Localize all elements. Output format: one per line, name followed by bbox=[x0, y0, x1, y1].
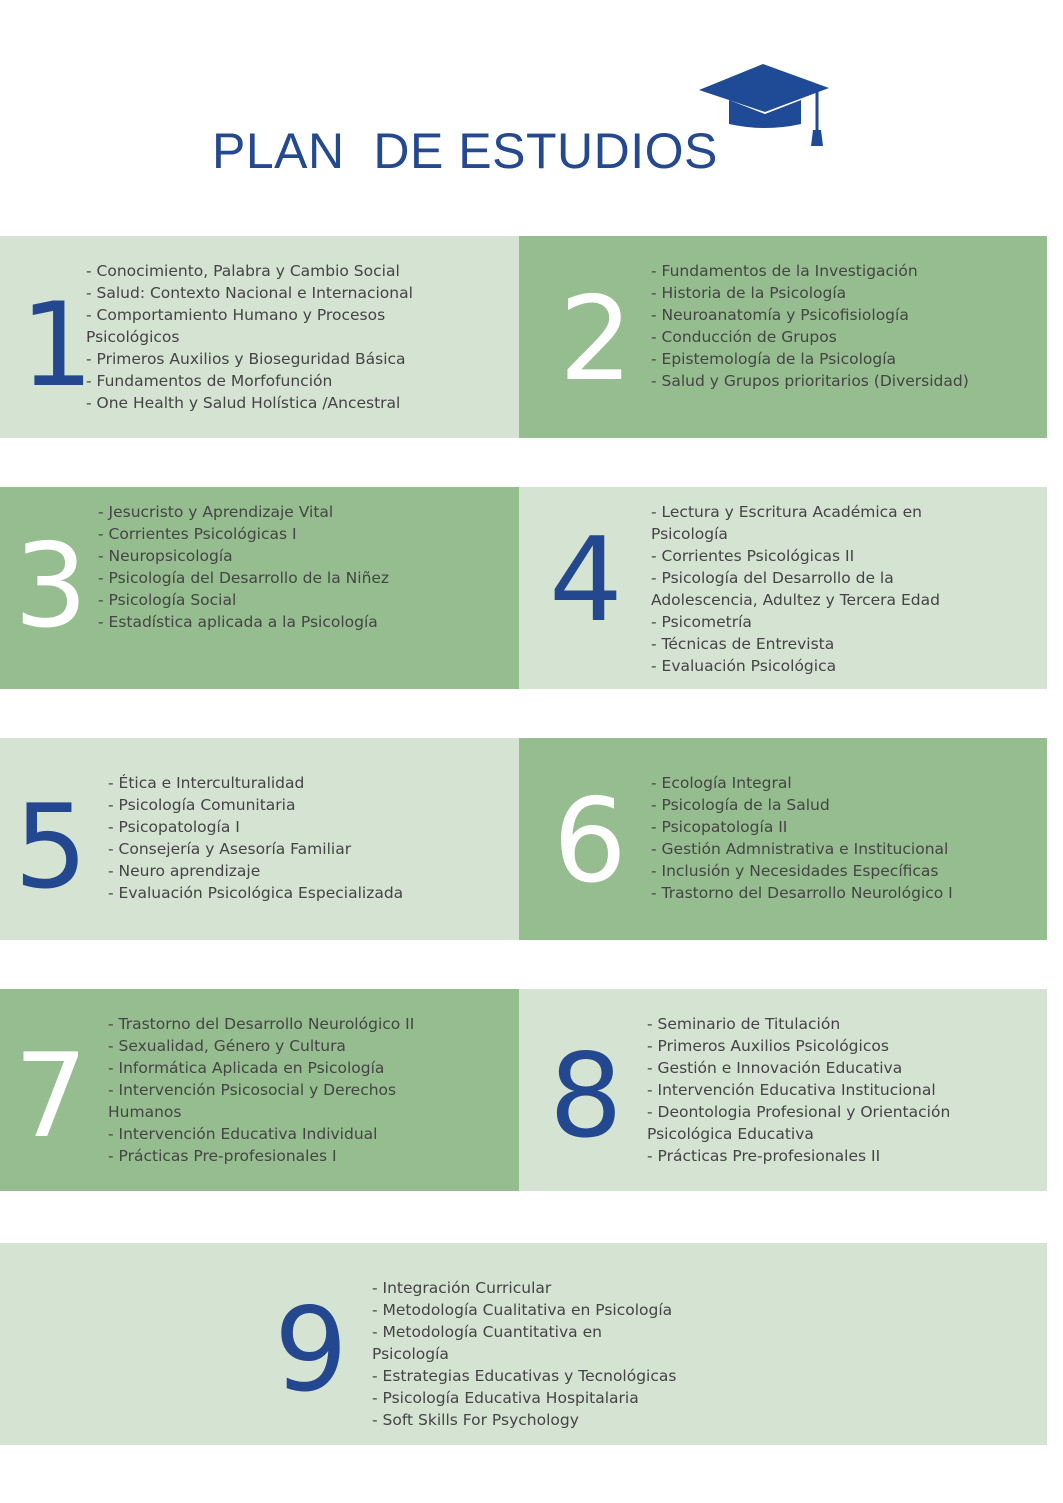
subject-item: - Integración Curricular bbox=[372, 1279, 552, 1297]
subject-item: - Salud y Grupos prioritarios (Diversidad) bbox=[651, 372, 969, 390]
semester-5-panel bbox=[0, 738, 519, 940]
semester-9-subjects bbox=[372, 1277, 682, 1431]
subject-item: - Comportamiento Humano y Procesos Psicológicos bbox=[86, 306, 386, 346]
semester-1-subjects bbox=[86, 260, 426, 414]
semester-2-number: 2 bbox=[559, 272, 633, 407]
subject-item: - Psicopatología I bbox=[108, 818, 240, 836]
subject-item: - Epistemología de la Psicología bbox=[651, 350, 897, 368]
semester-7-subjects bbox=[108, 1013, 428, 1167]
subject-item: - Intervención Psicosocial y Derechos Humanos bbox=[108, 1081, 397, 1121]
semester-6-subjects bbox=[651, 772, 1031, 904]
subject-item: - Psicometría bbox=[651, 613, 752, 631]
subject-item: - Estrategias Educativas y Tecnológicas bbox=[372, 1367, 677, 1385]
subject-item: - One Health y Salud Holística /Ancestral bbox=[86, 394, 401, 412]
subject-item: - Informática Aplicada en Psicología bbox=[108, 1059, 385, 1077]
subject-item: - Trastorno del Desarrollo Neurológico I bbox=[651, 884, 953, 902]
subject-item: - Metodología Cuantitativa en Psicología bbox=[372, 1323, 602, 1363]
subject-item: - Trastorno del Desarrollo Neurológico II bbox=[108, 1015, 415, 1033]
subject-item: - Psicología del Desarrollo de la Adolescencia, Adultez y Tercera Edad bbox=[651, 569, 940, 609]
subject-item: - Primeros Auxilios Psicológicos bbox=[647, 1037, 889, 1055]
semester-3-subjects bbox=[98, 501, 478, 633]
semester-4-subjects bbox=[651, 501, 951, 677]
subject-item: - Psicología Educativa Hospitalaria bbox=[372, 1389, 639, 1407]
subject-item: - Psicología Social bbox=[98, 591, 237, 609]
subject-item: - Neuropsicología bbox=[98, 547, 233, 565]
semester-4-panel bbox=[519, 487, 1047, 689]
subject-item: - Neuroanatomía y Psicofisiología bbox=[651, 306, 909, 324]
subject-item: - Ética e Interculturalidad bbox=[108, 774, 305, 792]
semester-6-number: 6 bbox=[553, 774, 627, 909]
subject-item: - Deontologia Profesional y Orientación Psicológica Educativa bbox=[647, 1103, 951, 1143]
semester-3-number: 3 bbox=[14, 519, 88, 654]
subject-item: - Historia de la Psicología bbox=[651, 284, 847, 302]
semester-8-subjects bbox=[647, 1013, 967, 1167]
subject-item: - Intervención Educativa Individual bbox=[108, 1125, 378, 1143]
subject-item: - Psicopatología II bbox=[651, 818, 788, 836]
semester-8-number: 8 bbox=[549, 1029, 623, 1164]
subject-item: - Primeros Auxilios y Bioseguridad Básica bbox=[86, 350, 406, 368]
subject-item: - Jesucristo y Aprendizaje Vital bbox=[98, 503, 334, 521]
subject-item: - Gestión Admnistrativa e Institucional bbox=[651, 840, 949, 858]
subject-item: - Intervención Educativa Institucional bbox=[647, 1081, 936, 1099]
subject-item: - Corrientes Psicológicas I bbox=[98, 525, 297, 543]
subject-item: - Psicología Comunitaria bbox=[108, 796, 296, 814]
semester-7-number: 7 bbox=[14, 1029, 88, 1164]
subject-item: - Conocimiento, Palabra y Cambio Social bbox=[86, 262, 400, 280]
subject-item: - Evaluación Psicológica Especializada bbox=[108, 884, 404, 902]
subject-item: - Corrientes Psicológicas II bbox=[651, 547, 855, 565]
subject-item: - Inclusión y Necesidades Específicas bbox=[651, 862, 939, 880]
subject-item: - Consejería y Asesoría Familiar bbox=[108, 840, 352, 858]
graduation-cap-icon bbox=[699, 60, 833, 152]
semester-9-panel bbox=[0, 1243, 1047, 1445]
subject-item: - Salud: Contexto Nacional e Internacional bbox=[86, 284, 413, 302]
subject-item: - Técnicas de Entrevista bbox=[651, 635, 835, 653]
subject-item: - Evaluación Psicológica bbox=[651, 657, 837, 675]
semester-1-panel bbox=[0, 236, 519, 438]
subject-item: - Seminario de Titulación bbox=[647, 1015, 841, 1033]
subject-item: - Metodología Cualitativa en Psicología bbox=[372, 1301, 673, 1319]
semester-2-subjects bbox=[651, 260, 991, 392]
semester-9-number: 9 bbox=[274, 1283, 348, 1418]
semester-2-panel bbox=[519, 236, 1047, 438]
subject-item: - Neuro aprendizaje bbox=[108, 862, 261, 880]
semester-5-number: 5 bbox=[14, 780, 88, 915]
subject-item: - Prácticas Pre-profesionales II bbox=[647, 1147, 881, 1165]
subject-item: - Ecología Integral bbox=[651, 774, 792, 792]
subject-item: - Gestión e Innovación Educativa bbox=[647, 1059, 903, 1077]
subject-item: - Fundamentos de la Investigación bbox=[651, 262, 918, 280]
semester-1-number: 1 bbox=[20, 278, 94, 413]
subject-item: - Prácticas Pre-profesionales I bbox=[108, 1147, 337, 1165]
subject-item: - Psicología de la Salud bbox=[651, 796, 830, 814]
subject-item: - Soft Skills For Psychology bbox=[372, 1411, 579, 1429]
semester-3-panel bbox=[0, 487, 519, 689]
subject-item: - Conducción de Grupos bbox=[651, 328, 837, 346]
subject-item: - Psicología del Desarrollo de la Niñez bbox=[98, 569, 390, 587]
subject-item: - Fundamentos de Morfofunción bbox=[86, 372, 333, 390]
page-title: PLAN DE ESTUDIOS bbox=[212, 123, 718, 179]
semester-4-number: 4 bbox=[549, 513, 623, 648]
semester-6-panel bbox=[519, 738, 1047, 940]
subject-item: - Estadística aplicada a la Psicología bbox=[98, 613, 378, 631]
semester-8-panel bbox=[519, 989, 1047, 1191]
semester-7-panel bbox=[0, 989, 519, 1191]
subject-item: - Lectura y Escritura Académica en Psicología bbox=[651, 503, 922, 543]
semester-5-subjects bbox=[108, 772, 488, 904]
subject-item: - Sexualidad, Género y Cultura bbox=[108, 1037, 346, 1055]
